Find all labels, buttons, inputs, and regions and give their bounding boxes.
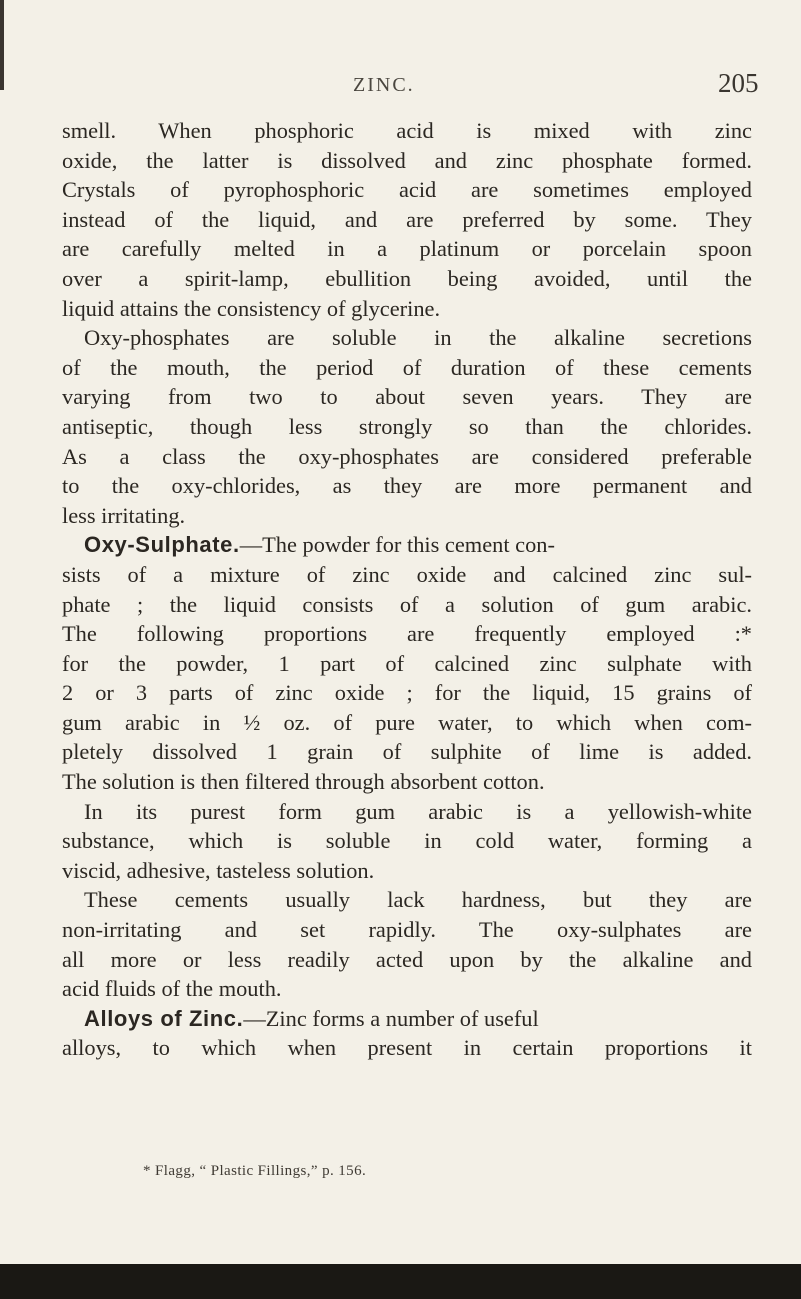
text-line — [62, 530, 752, 560]
text-line: In its purest form gum arabic is a yellowish-white — [84, 798, 752, 824]
text-line: are carefully melted in a platinum or porcelain spoon — [62, 236, 752, 262]
text-line: varying from two to about seven years. They are — [62, 384, 752, 410]
text-line: pletely dissolved 1 grain of sulphite of lime is added. — [62, 739, 752, 765]
text-line: As a class the oxy-phosphates are considered preferable — [62, 443, 752, 469]
text-line: acid fluids of the mouth. — [62, 976, 282, 1002]
text-line: substance, which is soluble in cold water, forming a — [62, 828, 752, 854]
text-line: over a spirit-lamp, ebullition being avoided, until the — [62, 265, 752, 291]
text-line: viscid, adhesive, tasteless solution. — [62, 857, 375, 883]
footnote: * Flagg, “ Plastic Fillings,” p. 156. — [143, 1163, 367, 1179]
text-line: alloys, to which when present in certain proportions it — [62, 1035, 752, 1061]
text-line: The following proportions are frequently employed :* — [62, 621, 752, 647]
text-line: 2 or 3 parts of zinc oxide ; for the liquid, 15 grains of — [62, 680, 752, 706]
text-line: liquid attains the consistency of glycerine. — [62, 295, 441, 321]
text-line: sists of a mixture of zinc oxide and calcined zinc sul- — [62, 561, 752, 587]
text-line: less irritating. — [62, 502, 186, 528]
text-line: smell. When phosphoric acid is mixed with zinc — [62, 118, 752, 143]
page-header — [0, 68, 801, 104]
text-line: antiseptic, though less strongly so than the chlorides. — [62, 413, 752, 439]
section-heading-oxy-sulphate: Oxy-Sulphate. — [84, 532, 240, 558]
text-line: to the oxy-chlorides, as they are more permanent and — [62, 473, 752, 499]
text-line: These cements usually lack hardness, but they are — [84, 887, 752, 913]
text-line: Oxy-phosphates are soluble in the alkaline secretions — [84, 325, 752, 351]
text-line: instead of the liquid, and are preferred by some. They — [62, 206, 752, 232]
text-line-rest: —Zinc forms a number of useful — [243, 1005, 539, 1031]
page-number: 205 — [718, 68, 759, 98]
text-line: non-irritating and set rapidly. The oxy-sulphates are — [62, 917, 752, 943]
text-line: of the mouth, the period of duration of these cements — [62, 354, 752, 380]
text-line: phate ; the liquid consists of a solution of gum arabic. — [62, 591, 752, 617]
text-line: all more or less readily acted upon by the alkaline and — [62, 946, 752, 972]
text-line: gum arabic in ½ oz. of pure water, to which when com- — [62, 709, 752, 735]
text-line: for the powder, 1 part of calcined zinc sulphate with — [62, 650, 752, 676]
text-line — [62, 1004, 752, 1034]
body-text — [62, 116, 752, 1063]
scan-bottom-edge — [0, 1264, 801, 1299]
text-line: Crystals of pyrophosphoric acid are sometimes employed — [62, 177, 752, 203]
section-heading-alloys-of-zinc: Alloys of Zinc. — [84, 1005, 244, 1031]
text-line-rest: —The powder for this cement con- — [239, 532, 555, 558]
text-line: oxide, the latter is dissolved and zinc phosphate formed. — [62, 147, 752, 173]
text-line: The solution is then filtered through absorbent cotton. — [62, 769, 545, 795]
running-head: ZINC. — [353, 74, 415, 96]
